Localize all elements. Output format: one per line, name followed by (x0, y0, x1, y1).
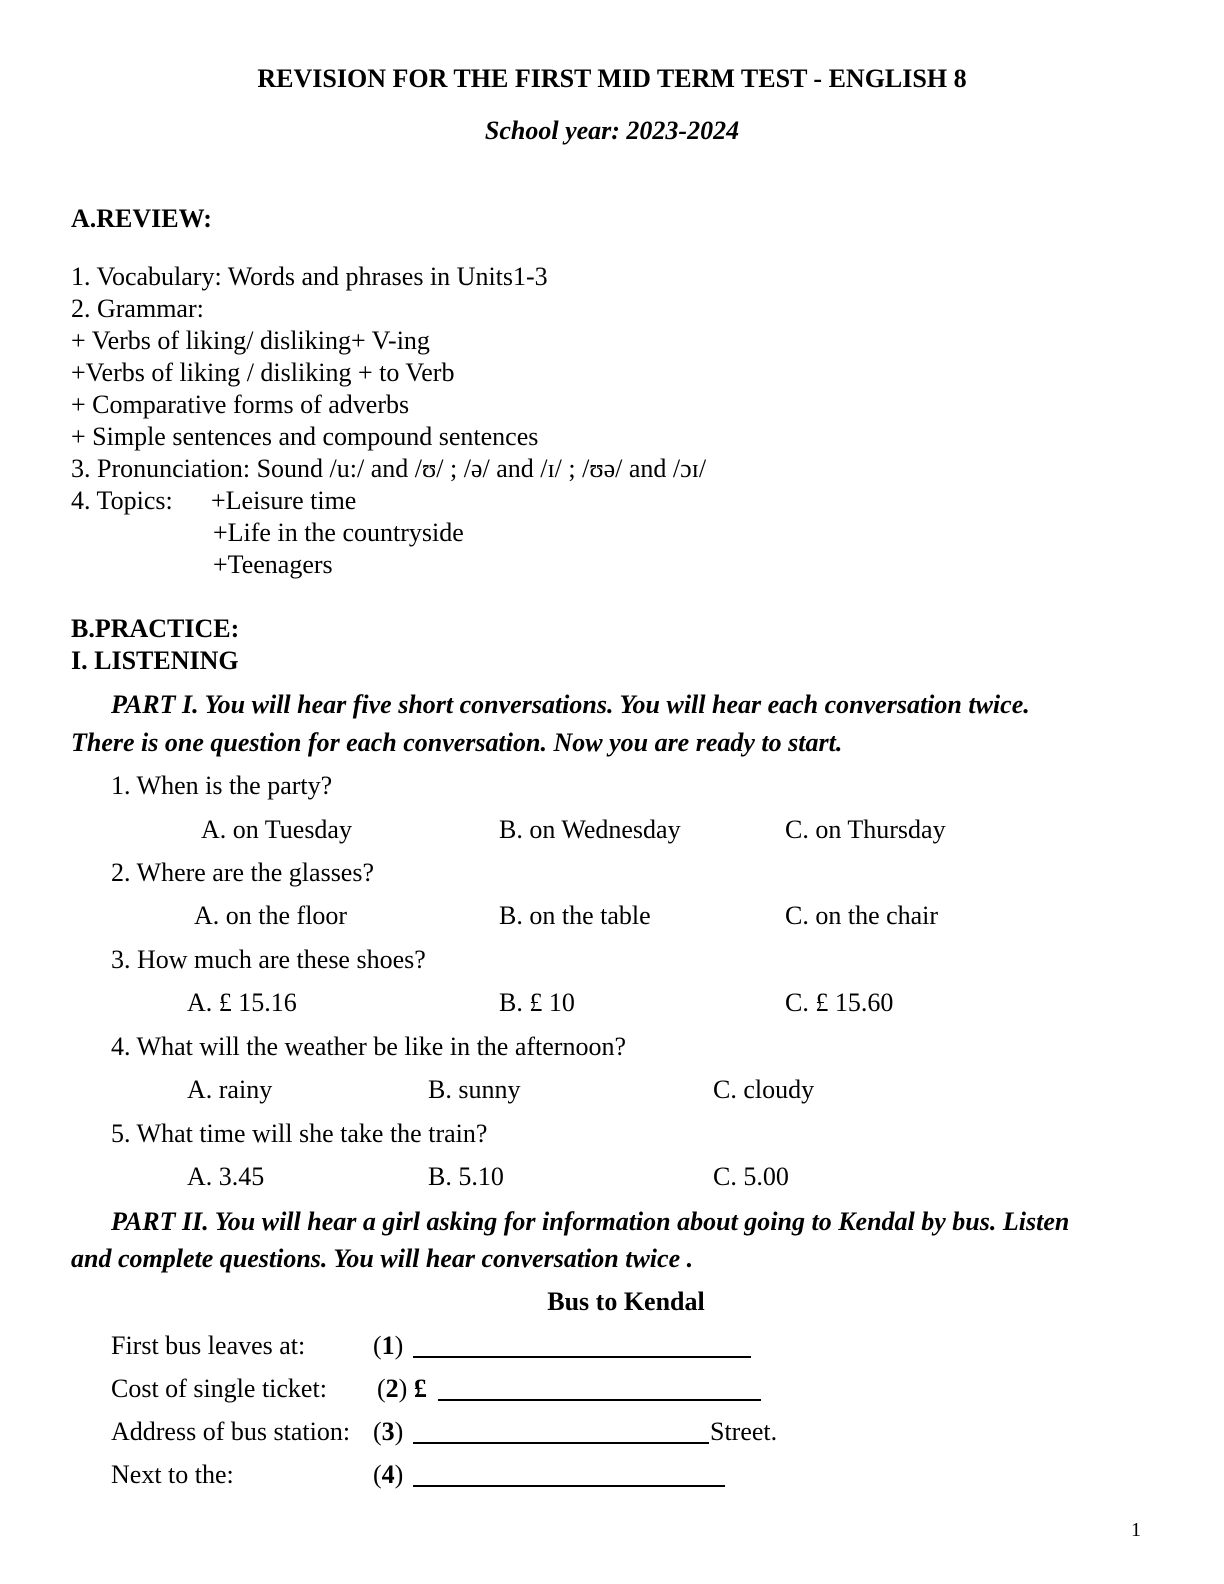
form-label: Cost of single ticket: (111, 1374, 327, 1403)
question: 3. How much are these shoes? (111, 945, 426, 974)
answer-option: A. rainy (187, 1075, 273, 1104)
form-number: (1) (373, 1331, 404, 1360)
answer-option: A. on Tuesday (201, 815, 352, 844)
answer-option: C. cloudy (713, 1075, 815, 1104)
review-pronunciation: 3. Pronunciation: Sound /u:/ and /ʊ/ ; /ə/ and /ɪ/ ; /ʊə/ and /ɔɪ/ (71, 454, 707, 483)
review-grammar: 2. Grammar: (71, 294, 204, 323)
answer-blank-2[interactable] (438, 1377, 761, 1401)
grammar-item: + Comparative forms of adverbs (71, 390, 410, 419)
part1-instruction: PART I. You will hear five short conversations. You will hear each conversation twice. (111, 690, 1030, 719)
answer-option: A. on the floor (194, 901, 348, 930)
answer-blank-3[interactable] (413, 1420, 709, 1444)
listening-heading: I. LISTENING (71, 646, 239, 675)
grammar-item: + Simple sentences and compound sentences (71, 422, 539, 451)
form-label: First bus leaves at: (111, 1331, 306, 1360)
question: 5. What time will she take the train? (111, 1119, 488, 1148)
form-title: Bus to Kendal (547, 1287, 705, 1316)
question: 1. When is the party? (111, 771, 333, 800)
topic-item: +Teenagers (213, 550, 333, 579)
answer-option: B. £ 10 (499, 988, 575, 1017)
review-topics-label: 4. Topics: (71, 486, 173, 515)
grammar-item: +Verbs of liking / disliking + to Verb (71, 358, 455, 387)
question: 4. What will the weather be like in the afternoon? (111, 1032, 626, 1061)
topic-item: +Leisure time (211, 486, 357, 515)
form-suffix: Street. (710, 1417, 778, 1446)
practice-heading: B.PRACTICE: (71, 614, 240, 643)
grammar-item: + Verbs of liking/ disliking+ V-ing (71, 326, 430, 355)
review-vocabulary: 1. Vocabulary: Words and phrases in Units1-3 (71, 262, 548, 291)
answer-option: C. on the chair (785, 901, 939, 930)
school-year: School year: 2023-2024 (484, 116, 740, 145)
page-title: REVISION FOR THE FIRST MID TERM TEST - ENGLISH 8 (257, 64, 967, 93)
topic-item: +Life in the countryside (213, 518, 464, 547)
answer-option: C. £ 15.60 (785, 988, 894, 1017)
answer-option: B. on Wednesday (499, 815, 681, 844)
form-label: Address of bus station: (111, 1417, 351, 1446)
part2-instruction: PART II. You will hear a girl asking for information about going to Kendal by bus. Listen (111, 1207, 1070, 1236)
form-number: (2) £ (377, 1374, 427, 1403)
answer-option: B. sunny (428, 1075, 521, 1104)
answer-option: A. £ 15.16 (187, 988, 297, 1017)
form-number: (4) (373, 1460, 404, 1489)
answer-option: B. 5.10 (428, 1162, 504, 1191)
question: 2. Where are the glasses? (111, 858, 375, 887)
answer-option: B. on the table (499, 901, 651, 930)
answer-blank-1[interactable] (413, 1334, 751, 1358)
review-heading: A.REVIEW: (71, 204, 212, 233)
answer-option: C. 5.00 (713, 1162, 789, 1191)
form-number: (3) (373, 1417, 404, 1446)
page-number: 1 (1131, 1519, 1141, 1541)
form-label: Next to the: (111, 1460, 234, 1489)
answer-option: C. on Thursday (785, 815, 946, 844)
part2-instruction: and complete questions. You will hear conversation twice . (71, 1244, 694, 1273)
part1-instruction: There is one question for each conversation. Now you are ready to start. (71, 728, 843, 757)
answer-blank-4[interactable] (413, 1463, 725, 1487)
answer-option: A. 3.45 (187, 1162, 265, 1191)
